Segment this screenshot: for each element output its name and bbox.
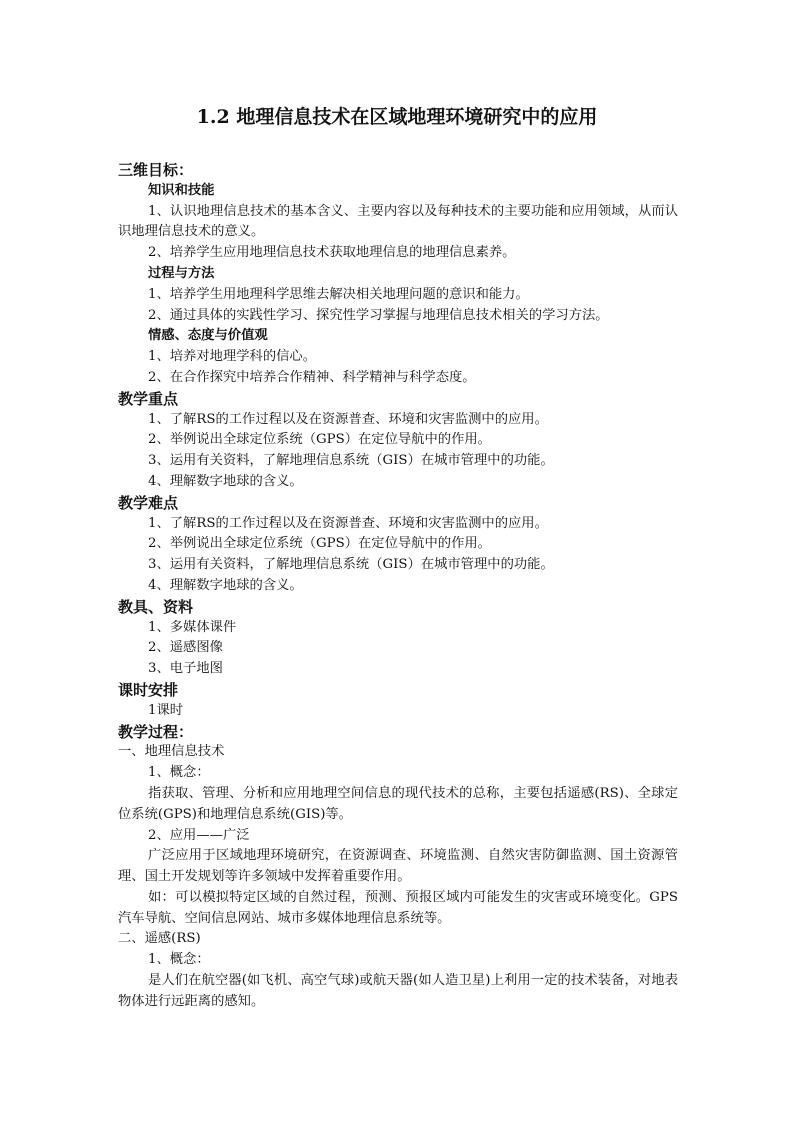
key-point-item: 3、运用有关资料，了解地理信息系统（GIS）在城市管理中的功能。	[148, 453, 554, 469]
document-title: 1.2 地理信息技术在区域地理环境研究中的应用	[196, 106, 598, 128]
material-item: 2、遥感图像	[148, 640, 223, 656]
emotion-heading: 情感、态度与价值观	[148, 328, 268, 344]
part2-concept-label: 1、概念：	[148, 952, 210, 968]
part1-application-label: 2、应用——广泛	[148, 827, 250, 843]
difficulty-item: 1、了解RS的工作过程以及在资源普查、环境和灾害监测中的应用。	[148, 515, 548, 531]
schedule-heading: 课时安排	[118, 680, 179, 699]
teaching-process-heading: 教学过程：	[118, 722, 194, 741]
difficulty-item: 4、理解数字地球的含义。	[148, 577, 303, 593]
materials-heading: 教具、资料	[118, 597, 194, 616]
process-method-item-2: 2、通过具体的实践性学习、探究性学习掌握与地理信息技术相关的学习方法。	[148, 307, 609, 323]
material-item: 1、多媒体课件	[148, 619, 237, 635]
schedule-value: 1课时	[148, 702, 184, 718]
difficulty-item: 2、举例说出全球定位系统（GPS）在定位导航中的作用。	[148, 536, 491, 552]
emotion-item-2: 2、在合作探究中培养合作精神、科学精神与科学态度。	[148, 369, 476, 385]
part2-heading: 二、遥感(RS)	[118, 931, 201, 947]
knowledge-heading: 知识和技能	[148, 182, 215, 198]
key-points-heading: 教学重点	[118, 389, 179, 408]
objectives-heading: 三维目标：	[118, 161, 194, 179]
part2-concept-text: 是人们在航空器(如飞机、高空气球)或航天器(如人造卫星)上利用一定的技术装备，对地表物体进行远距离的感知。	[118, 973, 678, 1009]
document-body	[118, 160, 678, 1013]
knowledge-item-2: 2、培养学生应用地理信息技术获取地理信息的地理信息素养。	[148, 245, 516, 261]
part1-concept-text: 指获取、管理、分析和应用地理空间信息的现代技术的总称，主要包括遥感(RS)、全球定位系统(GPS)和地理信息系统(GIS)等。	[118, 785, 678, 822]
key-point-item: 4、理解数字地球的含义。	[148, 473, 303, 489]
material-item: 3、电子地图	[148, 661, 223, 677]
emotion-item-1: 1、培养对地理学科的信心。	[148, 349, 317, 365]
knowledge-item-1: 1、认识地理信息技术的基本含义、主要内容以及每种技术的主要功能和应用领域，从而认识地理信息技术的意义。	[118, 203, 678, 240]
part1-application-text: 广泛应用于区域地理环境研究，在资源调查、环境监测、自然灾害防御监测、国土资源管理、国土开发规划等许多领域中发挥着重要作用。	[118, 848, 678, 885]
key-point-item: 1、了解RS的工作过程以及在资源普查、环境和灾害监测中的应用。	[148, 411, 548, 427]
part1-heading: 一、地理信息技术	[118, 744, 225, 760]
part1-example-text: 如：可以模拟特定区域的自然过程，预测、预报区域内可能发生的灾害或环境变化。GPS汽车导航、空间信息网站、城市多媒体地理信息系统等。	[118, 889, 678, 926]
difficulties-heading: 教学难点	[118, 493, 179, 512]
key-point-item: 2、举例说出全球定位系统（GPS）在定位导航中的作用。	[148, 432, 491, 448]
part1-concept-label: 1、概念：	[148, 765, 210, 781]
process-method-heading: 过程与方法	[148, 265, 215, 281]
difficulty-item: 3、运用有关资料，了解地理信息系统（GIS）在城市管理中的功能。	[148, 557, 554, 573]
process-method-item-1: 1、培养学生用地理科学思维去解决相关地理问题的意识和能力。	[148, 286, 529, 302]
